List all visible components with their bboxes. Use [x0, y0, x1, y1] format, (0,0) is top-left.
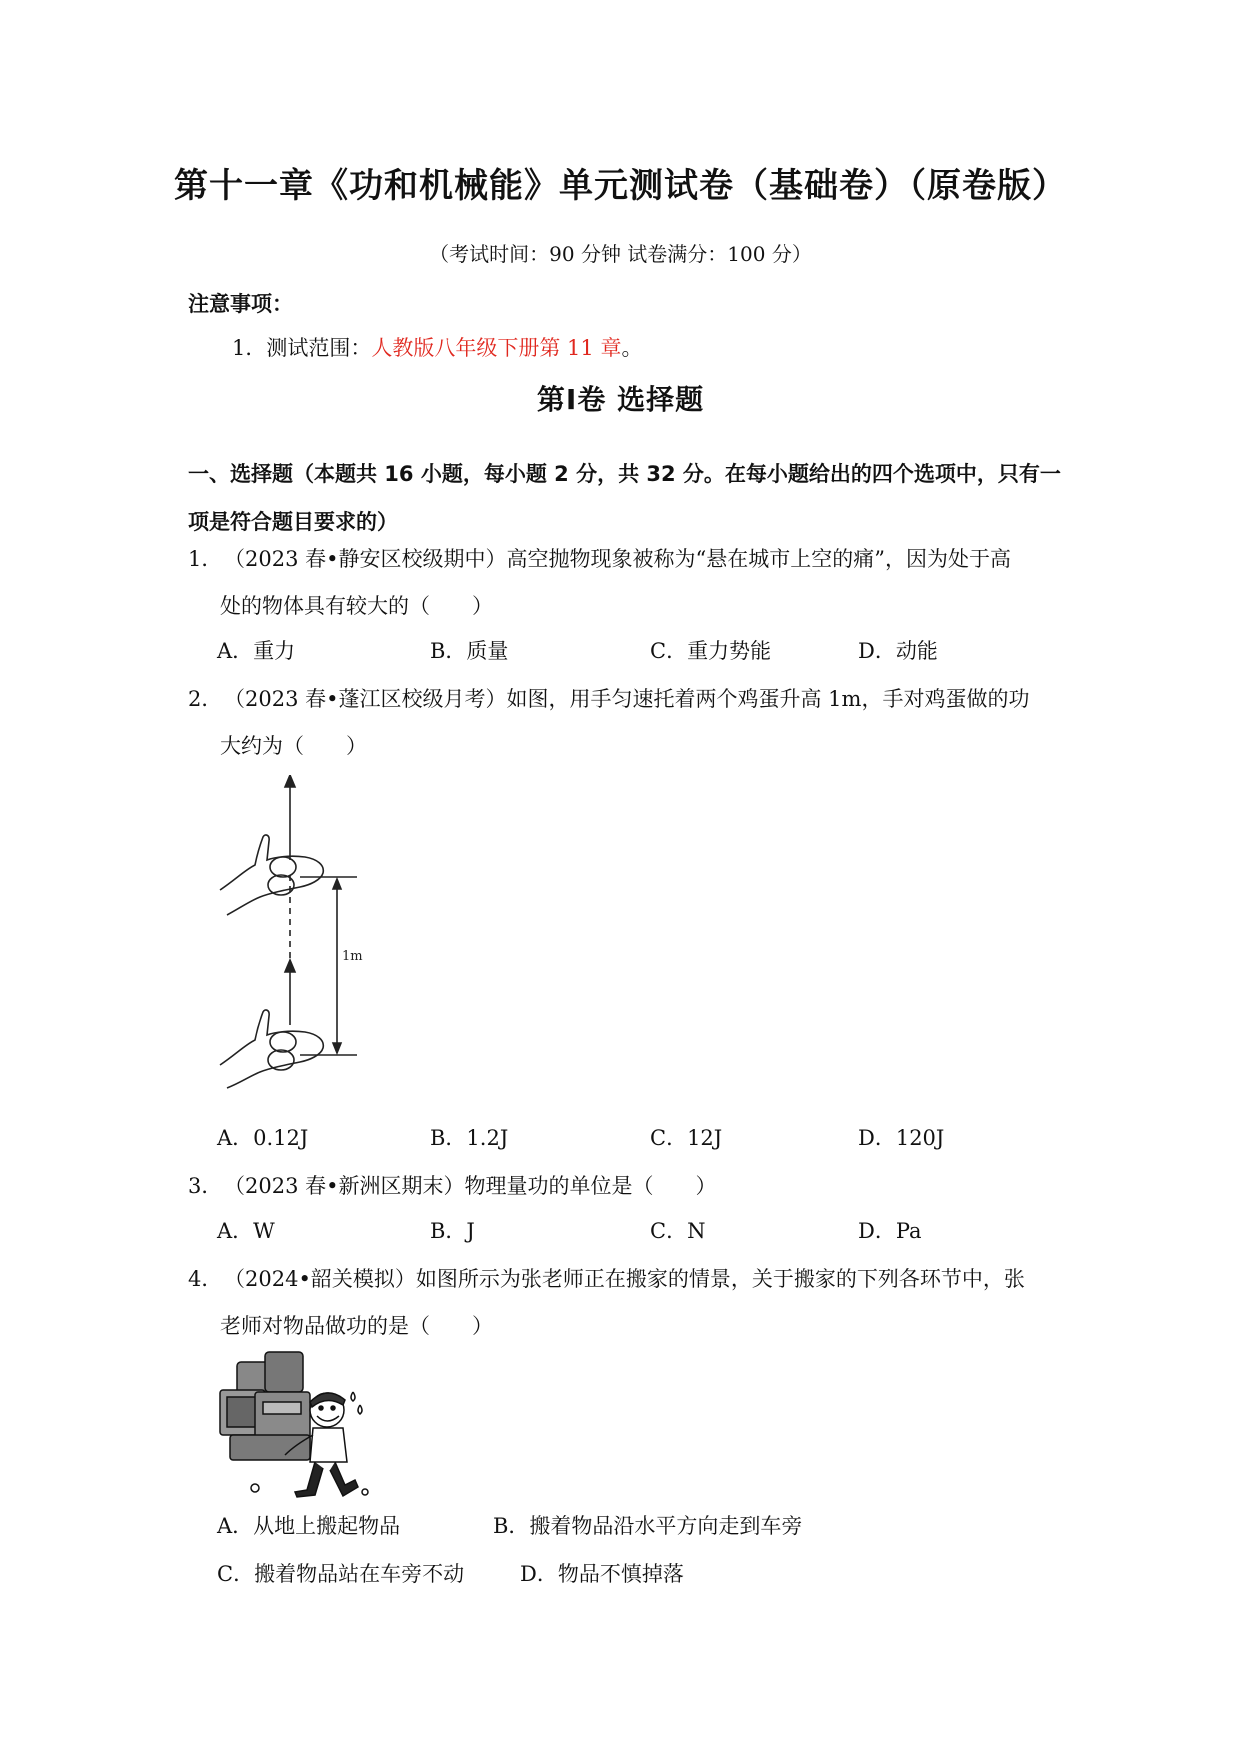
box-bottom	[230, 1435, 310, 1460]
dimension-arrow-top	[333, 879, 341, 889]
q2-option-c: C．12J	[650, 1126, 723, 1150]
notice-heading: 注意事项：	[188, 292, 293, 316]
q3-option-c: C．N	[650, 1219, 706, 1243]
question-3-number: 3．	[188, 1174, 223, 1198]
q3-option-b: B．J	[430, 1219, 475, 1243]
question-2-line2: 大约为（ ）	[220, 734, 367, 758]
page-title: 第十一章《功和机械能》单元测试卷（基础卷）（原卷版）	[174, 166, 1067, 206]
q1-option-a: A．重力	[217, 639, 296, 663]
q1-option-c: C．重力势能	[650, 639, 772, 663]
q2-option-d: D．120J	[858, 1126, 945, 1150]
section-title: 第Ⅰ卷 选择题	[536, 383, 705, 416]
notice-item-1	[232, 332, 642, 362]
upper-egg-2	[268, 875, 294, 895]
q4-option-a: A．从地上搬起物品	[217, 1514, 401, 1538]
monitor-screen	[227, 1397, 257, 1427]
distance-label: 1m	[342, 949, 363, 964]
dust-1	[251, 1484, 259, 1492]
leg-left	[295, 1462, 323, 1497]
question-4	[188, 1256, 1068, 1350]
q1-option-d: D．动能	[858, 639, 938, 663]
case-slot	[263, 1402, 301, 1414]
question-2-number: 2．	[188, 687, 223, 711]
exam-info: （考试时间：90 分钟 试卷满分：100 分）	[429, 242, 812, 266]
q4-option-d: D．物品不慎掉落	[520, 1562, 684, 1586]
q2-option-a: A．0.12J	[217, 1126, 309, 1150]
lower-egg-2	[268, 1050, 294, 1070]
eye-right	[331, 1406, 335, 1410]
sweat-drop-2	[358, 1405, 362, 1414]
notice-item-1-suffix: 。	[621, 336, 643, 360]
q2-option-b: B．1.2J	[430, 1126, 509, 1150]
question-2-line1: （2023 春•蓬江区校级月考）如图，用手匀速托着两个鸡蛋升高 1m，手对鸡蛋做的功	[224, 687, 1030, 711]
eye-left	[319, 1406, 323, 1410]
notice-item-1-prefix: 1．测试范围：	[232, 336, 372, 360]
question-1-line1: （2023 春•静安区校级期中）高空抛物现象被称为“悬在城市上空的痛”，因为处于高	[224, 547, 1011, 571]
test-scope: 人教版八年级下册第 11 章	[371, 336, 622, 360]
dimension-arrow-bottom	[333, 1043, 341, 1053]
question-1	[188, 536, 1068, 630]
question-1-line2: 处的物体具有较大的（ ）	[220, 594, 493, 618]
sweat-drop-1	[351, 1392, 355, 1401]
question-3	[188, 1163, 1068, 1210]
question-2	[188, 676, 1068, 770]
question-4-line2: 老师对物品做功的是（ ）	[220, 1314, 493, 1338]
dust-2	[362, 1489, 368, 1495]
question-4-number: 4．	[188, 1267, 223, 1291]
question-3-line1: （2023 春•新洲区期末）物理量功的单位是（ ）	[224, 1174, 717, 1198]
q1-option-b: B．质量	[430, 639, 509, 663]
q4-option-c: C．搬着物品站在车旁不动	[217, 1562, 465, 1586]
lower-hand	[220, 1010, 323, 1088]
upper-arrow-head	[285, 775, 295, 787]
torso	[310, 1428, 347, 1462]
moving-teacher-figure	[215, 1350, 370, 1500]
q3-option-d: D．Pa	[858, 1219, 922, 1243]
q4-option-b: B．搬着物品沿水平方向走到车旁	[493, 1514, 803, 1538]
box-back	[265, 1352, 303, 1392]
upper-hand	[220, 835, 323, 915]
lower-egg-1	[270, 1032, 296, 1052]
leg-right	[330, 1462, 358, 1496]
q3-option-a: A．W	[217, 1219, 275, 1243]
question-1-number: 1．	[188, 547, 223, 571]
question-4-line1: （2024•韶关模拟）如图所示为张老师正在搬家的情景，关于搬家的下列各环节中，张	[224, 1267, 1025, 1291]
lower-arrow-head	[285, 960, 295, 972]
upper-egg-1	[270, 857, 296, 877]
egg-lift-figure	[215, 775, 375, 1090]
section-instructions: 一、选择题（本题共 16 小题，每小题 2 分，共 32 分。在每小题给出的四个选项中，只有一项是符合题目要求的）	[188, 462, 1061, 534]
